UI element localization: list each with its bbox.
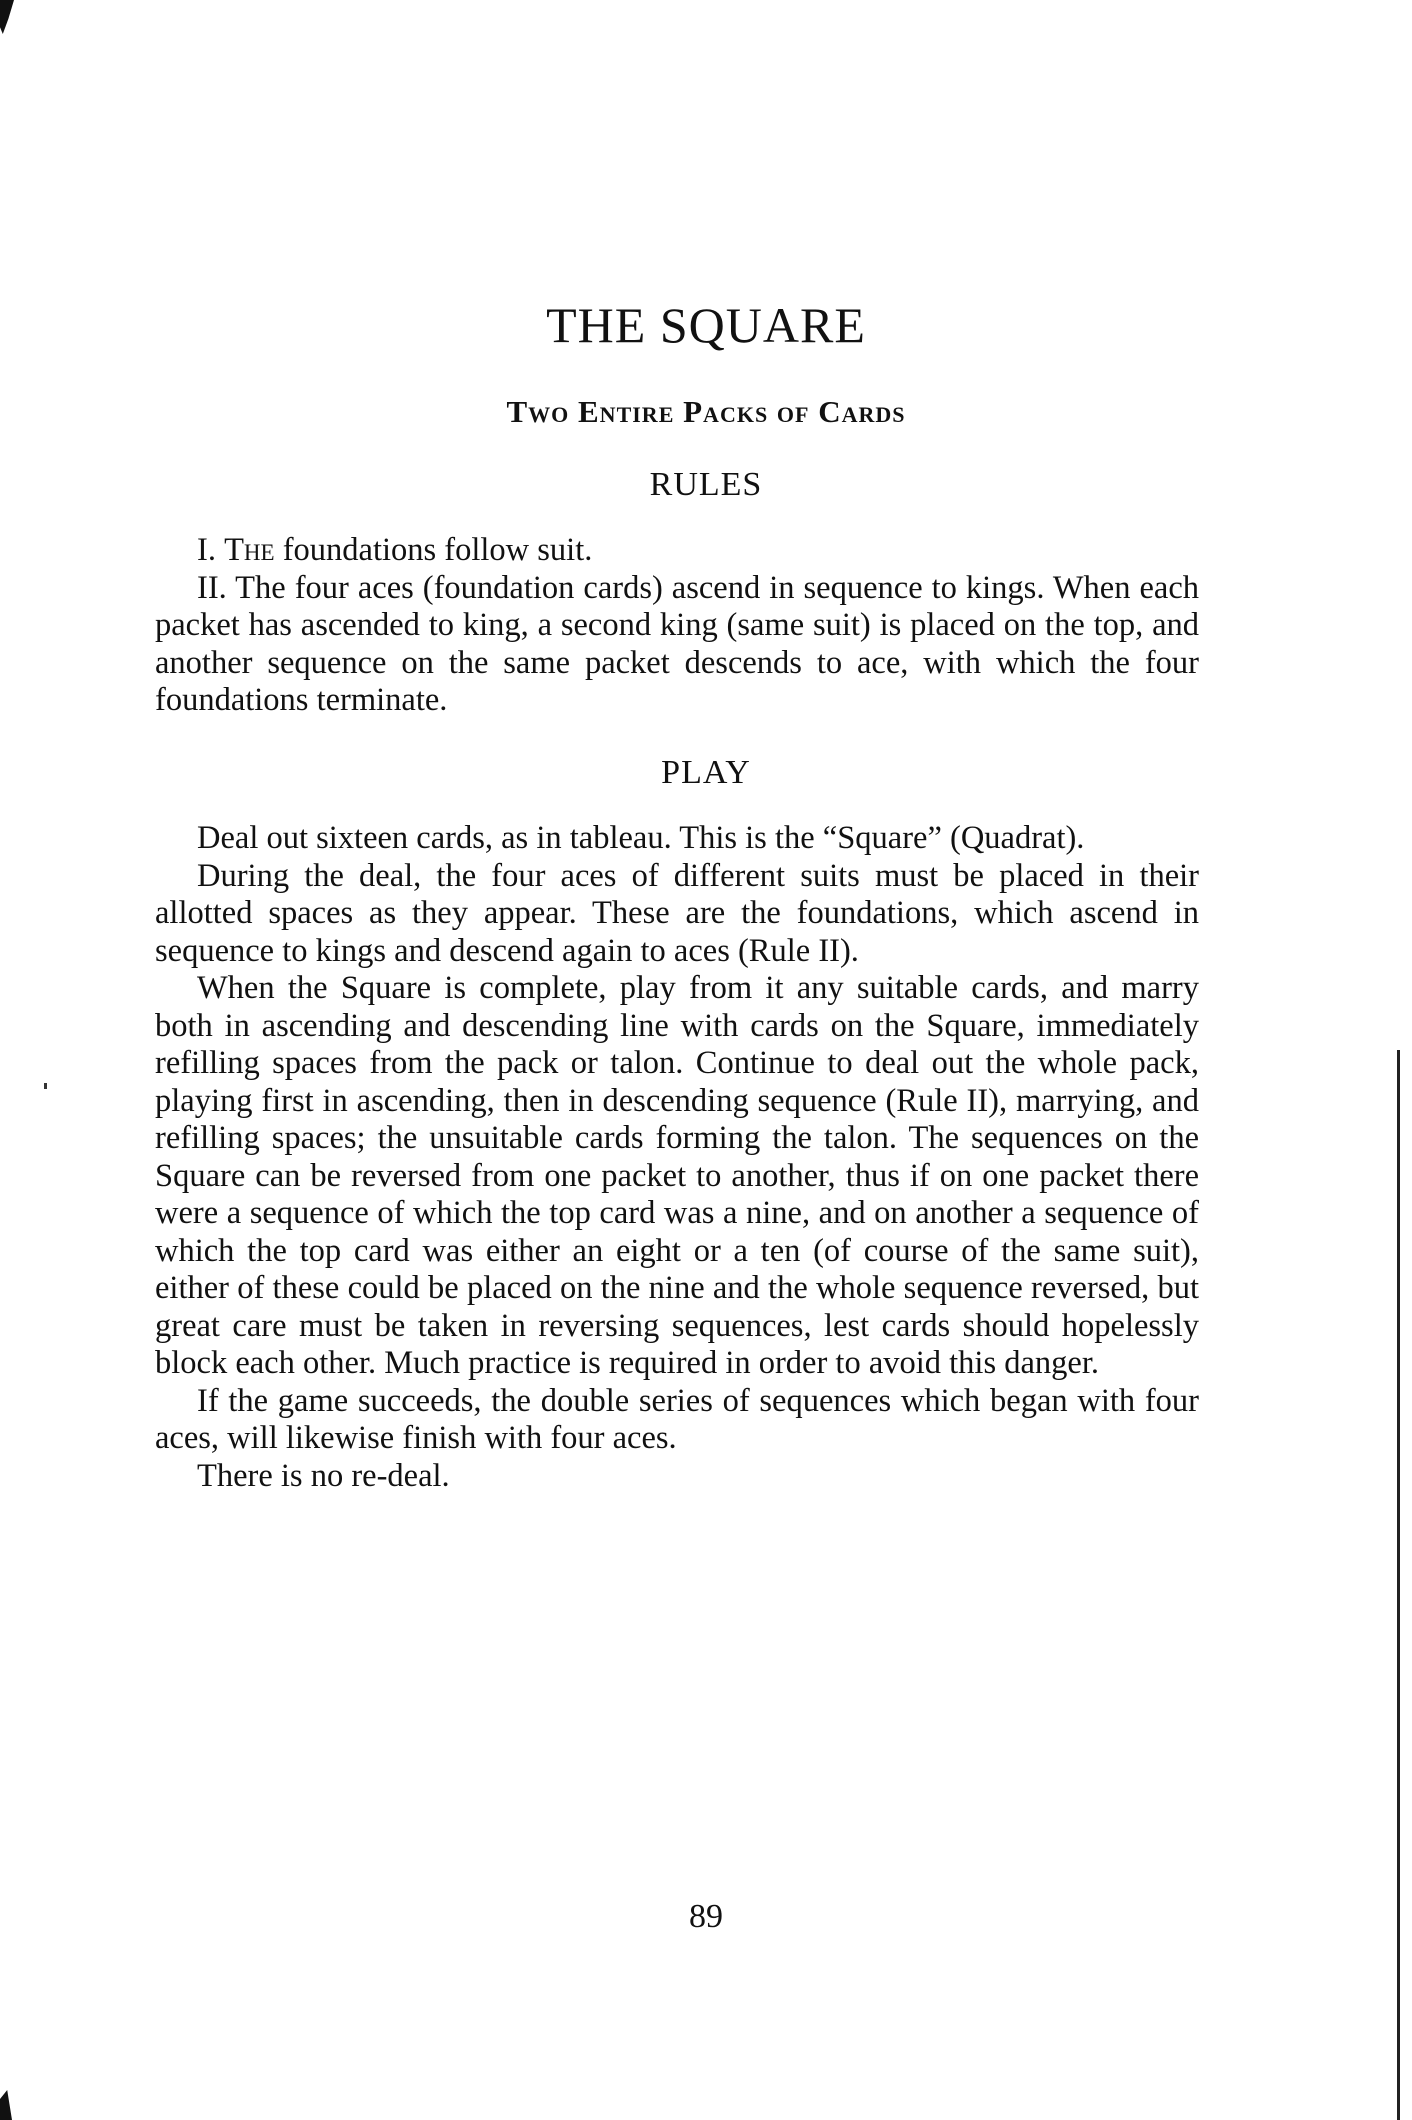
play-section xyxy=(155,820,1199,1495)
play-paragraph: If the game succeeds, the double series of sequences which began with four aces, will likewise finish with four aces. xyxy=(155,1382,1199,1456)
rules-section xyxy=(155,532,1199,720)
rule-text: foundations follow suit. xyxy=(274,532,593,568)
rule-item xyxy=(155,532,1199,570)
scan-speck xyxy=(44,1083,47,1089)
rules-heading: RULES xyxy=(649,466,763,503)
scan-corner-mark xyxy=(0,0,14,34)
page-subtitle: Two Entire Packs of Cards xyxy=(506,394,906,429)
play-paragraph: There is no re-deal. xyxy=(197,1457,450,1494)
play-paragraph: During the deal, the four aces of different suits must be placed in their allotted spaces as they appear. These are the foundations, which ascend in sequence to kings and descend again to aces (Rule II). xyxy=(155,857,1199,969)
rule-lead-word: The xyxy=(224,532,275,568)
play-paragraph: Deal out sixteen cards, as in tableau. This is the “Square” (Quadrat). xyxy=(197,820,1085,856)
play-heading: PLAY xyxy=(661,754,751,791)
rule-text: II. The four aces (foundation cards) ascend in sequence to kings. When each packet has ascended to king, a second king (same suit) is placed on the top, and another sequence on the same packet descends to ace, with which the four foundations terminate. xyxy=(155,569,1199,718)
rule-item xyxy=(155,570,1199,720)
scan-corner-mark-bottom xyxy=(0,2090,12,2120)
page-title: THE SQUARE xyxy=(546,297,866,353)
page-edge-shadow xyxy=(1397,1050,1400,2120)
page-number: 89 xyxy=(689,1898,723,1935)
play-paragraph: When the Square is complete, play from it any suitable cards, and marry both in ascending and descending line with cards on the Square, immediately refilling spaces from the pack or talon. Continue to deal out the whole pack, playing first in ascending, then in descending sequence (Rule II), marrying, and refilling spaces; the unsuitable cards forming the talon. The sequences on the Square can be reversed from one packet to another, thus if on one packet there were a sequence of which the top card was a nine, and on another a sequence of which the top card was either an eight or a ten (of course of the same suit), either of these could be placed on the nine and the whole sequence reversed, but great care must be taken in reversing sequences, lest cards should hopelessly block each other. Much practice is required in order to avoid this danger. xyxy=(155,970,1199,1381)
rule-number: I. xyxy=(197,532,225,568)
